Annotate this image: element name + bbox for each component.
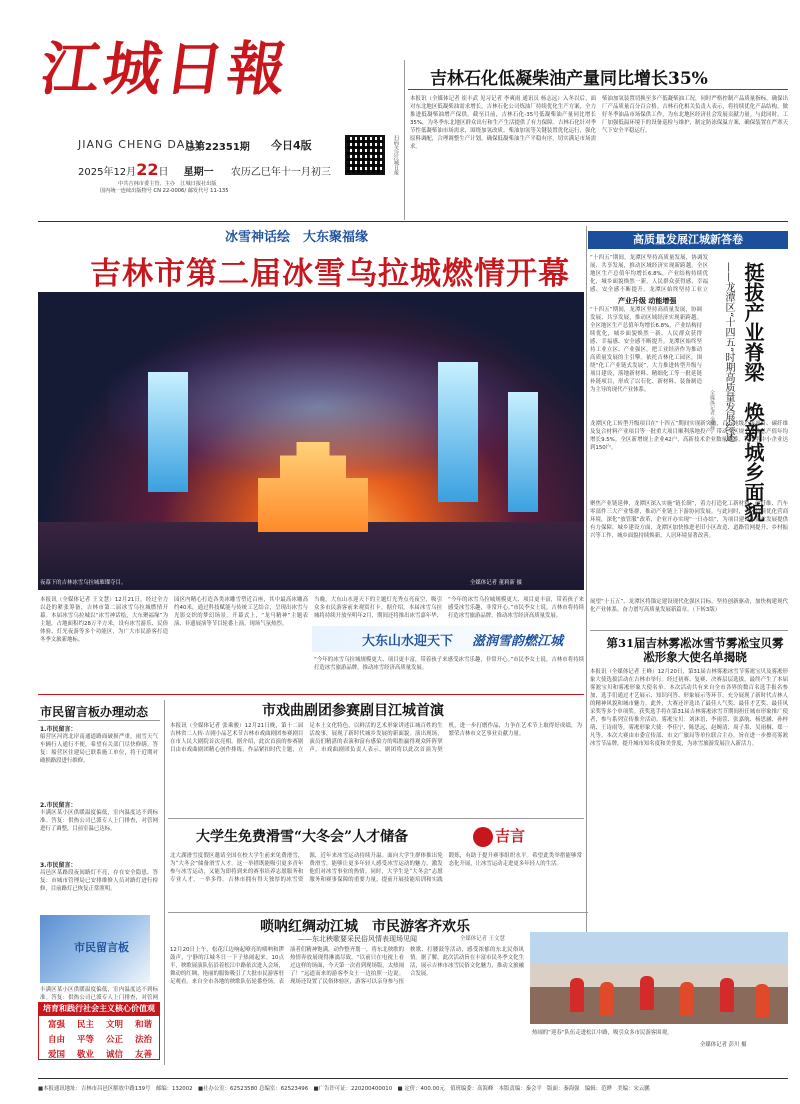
drama-headline[interactable]: 市戏曲剧团参赛剧目江城首演 [262, 703, 444, 719]
banner-headline[interactable]: 吉林市第二届冰雪乌拉城燃情开幕 [90, 256, 570, 292]
feature-text-1: “十四五”期间，龙潭区坚持高质量发展，协调发展、共享发展，推动区域经济实现新跨越。全区地区生产总值年均增长6.8%，产业结构持续优化，城乡面貌焕然一新，人民群众获得感、幸福感、安全感不断提升。龙潭区始终坚持工业立区、产业强区，把工业经济作为推动高质量发展的主引擎。依托吉林化工园区，围绕“化工产业链式发展”，大力推进转型升级与项目建设，落地新材料、精细化工等一批延链补链项目，形成了以石化、新材料、装备制造为主导的现代产业体系。 [590, 307, 702, 393]
opera-photo-caption: 热闹的“迎春”队伍走进松江中路，吸引众多市民游客围观。 [532, 1030, 673, 1036]
feature-text-2: 龙潭区化工转型升级项目在“十四五”期间实现新突破，百万吨级乙烯项目、碳纤维及复合材料产业项目等一批重大项目顺利落地投产，带动全区规上工业总产值年均增长9.5%。全区新增规上企业42户，高新技术企业数量翻番，科技型中小企业达到150户。 [590, 421, 788, 451]
top-story-text-left: 本报讯（全媒体记者 崔丰武 见习记者 李爽雨 通讯员 杨志远）入冬以后，面对东北地区低凝柴油需求增长，吉林石化公司炼油厂持续优化生产方案，全力推进低凝柴油增产保供。截至目前，吉林石化-35号低凝柴油产量同比增长35%，为冬季东北地区群众出行和生产生活提供了有力保障。吉林石化针对季节性低凝柴油市场需求，围绕加氢改质、柴油加氢等关键装置优化运行，强化原料调配，合理调整生产计划，确保低凝柴油生产平稳有序，切实满足市场需求。 [410, 96, 596, 150]
banner-body-col4: “今年的冰雪乌拉城规模更大、项目更丰富，带着孩子来感受冰雪乐趣，非常开心。”市民李女士说。吉林市将持续打造冰雪旅游品牌，推动冰雪经济高质量发展。 [448, 597, 584, 619]
core-values-grid [42, 1018, 158, 1060]
banner-body-col1: 本报讯（全媒体记者 王文慧）12月21日，经过全力以赴的紧张筹备，吉林市第二届冰雪乌拉城燃情开幕。本届冰雪乌拉城以“冰雪神话绘，大东聚福缘”为主题，占地面积约28万平方米，设有冰雪游乐、民俗体验、灯光夜游等多个功能区，为广大市民游客打造冬季文旅新地标。 [40, 597, 168, 643]
jiyan-mark-icon [473, 827, 493, 847]
masthead-dateline [78, 160, 331, 179]
opera-subhead: ——东北秧歌要采民俗风情表现场见闻 [298, 935, 417, 943]
issn-line: 国内统一连续出版物号 CN 22-0006/ 邮发代号 11-135 [100, 188, 229, 194]
opera-credit: 全媒体记者 王文慧 [460, 936, 505, 942]
student-rule [168, 912, 588, 913]
item2-text: 丰满区某小区供暖温度偏低，室内温度达不到标准。答复：供热公司已派专人上门排查，对管网进行了调整，目前室温已达标。 [40, 810, 158, 832]
drama-text: 本报讯（全媒体记者 张乘骏）12月21日晚，第十二届吉林省二人转·吉剧小品艺术节吉林市戏曲剧团参赛剧目在市人民大剧院首次亮相。据介绍，此次首演的参赛剧目由市戏曲剧团精心创作排练，作品紧扣时代主题，立足本土文化特色，以鲜活的艺术形象讲述江城百姓的生活故事，展现了新时代城乡发展的新面貌。演出现场，演员们精湛的表演和富有感染力的唱腔赢得观众阵阵掌声。市戏曲剧团负责人表示，剧团将以此次首演为契机，进一步打磨作品，力争在艺术节上取得好成绩，为繁荣吉林市文艺事业贡献力量。 [170, 723, 582, 753]
snow-story-headline[interactable]: 第31届吉林雾凇冰雪节雾凇宝贝雾凇形象大使名单揭晓 [606, 636, 784, 664]
item3-text: 昌邑区某路段夜间路灯不亮，存在安全隐患。答复：市城市管理局已安排维修人员对路灯进行检修，目前路灯已恢复正常照明。 [40, 870, 158, 892]
banner-kicker: 冰雪神话绘 大东聚福缘 [225, 230, 369, 245]
dancer-figure [755, 984, 769, 1018]
masthead-pinyin: JIANG CHENG DAILY [78, 138, 203, 151]
date-day: 22 [136, 160, 159, 179]
ice-tower-2 [438, 362, 478, 502]
value-word: 文明 [105, 1020, 123, 1030]
top-story-headline[interactable]: 吉林石化低凝柴油产量同比增长35% [430, 69, 708, 89]
item2-title: 2.市民留言： [40, 802, 77, 809]
dancer-figure [570, 978, 584, 1012]
dancer-figure [720, 978, 734, 1012]
value-word: 公正 [105, 1035, 123, 1045]
right-column-divider [586, 226, 587, 986]
masthead-rule [38, 221, 788, 222]
publisher-line: 中共吉林市委主管、主办 江城日报社出版 [118, 181, 217, 187]
feature-subhead: ——龙潭区“十四五”时期高质量发展综述 [723, 262, 734, 443]
value-word: 自由 [47, 1035, 65, 1045]
masthead-divider [404, 60, 405, 220]
banner-body-col3b: “今年的冰雪乌拉城规模更大、项目更丰富，带着孩子来感受冰雪乐趣，非常开心。”市民李女士说。吉林市将持续打造冰雪旅游品牌，推动冰雪经济高质量发展。 [314, 657, 584, 671]
feature-headline[interactable]: 挺拔产业脊梁 焕新城乡面貌 [741, 262, 765, 522]
top-story-text-right: 柴油加氢装置切换至多产低凝柴油工况，同时严格控制产品质量指标，确保出厂产品质量百分百合格。吉林石化相关负责人表示，将持续优化产品结构，做好冬季油品市场保供工作，为东北地区经济社会发展贡献力量。与此同时，工厂加强低温环境下的设备巡检与维护，制定防冻保温方案，确保装置在严寒天气下安全平稳运行。 [602, 96, 788, 134]
student-text: 北大湖滑雪度假区邀请全国在校大学生前来免费滑雪，为“大冬会”储备滑雪人才。这一举措既能吸引更多青年参与冰雪运动，又能为即将到来的赛事培养志愿服务和专业人才，一举多得。吉林市拥有得天独厚的冰雪资源，近年来冰雪运动持续升温。面向大学生群体推出免费滑雪，能够让更多年轻人感受冰雪运动的魅力，激发他们对冰雪事业的热情。同时，大学生是“大冬会”志愿服务和赛事保障的重要力量，提前开展技能培训和实践锻炼，有助于提升赛事组织水平。希望此类举措能够常态化开展，让冰雪运动走进更多年轻人的生活。 [170, 853, 582, 883]
item1-title: 1.市民留言： [40, 726, 77, 733]
opera-headline[interactable]: 唢呐红绸动江城 市民游客齐欢乐 [260, 919, 470, 935]
left-title-rule [38, 720, 160, 721]
feature-credit: 全媒体记者 金佳慧 [709, 390, 715, 432]
masthead-logo: 江城日報 [36, 35, 295, 103]
item1-text: 船营区河湾北岸南通道路面破损严重，雨雪天气车辆行人通行不便，希望有关部门尽快修缮。答复：船营区住建局已联系施工单位，将于近期对破损路段进行维修。 [40, 734, 158, 764]
snow-story-text: 本报讯（全媒体记者 王峰）12月20日，第31届吉林雾凇冰雪节雾凇宝贝及雾凇形象大使选拔活动在吉林市举行。经过初赛、复赛、决赛层层选拔，最终产生了本届雾凇宝贝和雾凇形象大使名单。本次活动共有来自全市各界的数百名选手报名参加，选手们通过才艺展示、知识问答、形象展示等环节，充分展现了新时代吉林人的精神风貌和城市魅力。此外，大赛还评选出了最佳人气奖、最佳才艺奖、最佳风采奖等多个单项奖。获奖选手将在第31届吉林雾凇冰雪节期间担任城市形象推广使者，参与系列宣传推介活动。雾凇宝贝：刘沐语、李雨萱、张嘉航、杨思涵、孙梓萌、王诗雨等。雾凇形象大使：李佳宁、陈思远、赵婉清、周子墨、吴雨桐、郑一凡等。本次大赛由市委宣传部、市文广旅局等单位联合主办，旨在进一步擦亮雾凇冰雪节品牌，提升城市知名度和美誉度，为冰雪旅游发展注入新活力。 [590, 669, 788, 747]
value-word: 平等 [76, 1035, 94, 1045]
yangge-photo[interactable] [530, 932, 788, 1024]
jiyan-text: 吉言 [495, 827, 526, 845]
value-word: 富强 [47, 1020, 65, 1030]
value-word: 爱国 [47, 1050, 65, 1060]
top-story-rule [408, 89, 788, 90]
date-year-month: 2025年12月 [78, 167, 137, 178]
feature-section-title: 产业升级 动能增强 [618, 296, 677, 305]
message-board-label: 市民留言板 [74, 941, 129, 954]
feature-intro: “十四五”期间，龙潭区坚持高质量发展，协调发展、共享发展，推动区域经济实现新跨越。全区地区生产总值年均增长6.8%，产业结构持续优化，城乡面貌焕然一新，人民群众获得感、幸福感、安全感不断提升。龙潭区始终坚持工业立 [590, 255, 708, 293]
feature-banner: 高质量发展江城新答卷 [588, 231, 788, 249]
value-word: 诚信 [105, 1050, 123, 1060]
opera-text: 12月20日上午，松花江边响起嘹亮的唢呐和锣鼓声，宁静的江城冬日一下子热闹起来。10点半，秧歌展演队伍沿着松江中路依次进入会场，舞动的红绸、艳丽的服饰吸引了大批市民游客驻足观看。来自全市各地的秧歌队伍轮番登场，表演者们精神饱满，动作整齐划一，将东北秧歌的热情奔放展现得淋漓尽致。“以前只在电视上看过这样的场面，今天第一次看到现场版，太热闹了！”远道而来的游客李女士一边拍照一边说。现场还设置了民俗体验区，游客可以亲身参与扭秧歌、打腰鼓等活动，感受浓郁的东北民俗风情。据了解，此次活动旨在丰富市民冬季文化生活，展示吉林市冰雪民俗文化魅力，推动文旅融合发展。 [170, 947, 524, 985]
slogan-1: 大东山水迎天下 [362, 634, 454, 649]
lunar-date: 农历乙巳年十一月初三 [230, 167, 331, 178]
opera-photo-credit: 全媒体记者 彭川 摄 [700, 1042, 747, 1048]
value-word: 和谐 [134, 1020, 152, 1030]
core-values-title: 培育和践行社会主义核心价值观 [38, 1002, 160, 1016]
masthead-pages: 今日4版 [271, 139, 312, 152]
ice-tower-3 [508, 392, 538, 512]
photo-caption-right: 全媒体记者 董莉新 摄 [470, 580, 522, 586]
left-column-divider [164, 700, 165, 1065]
message-board-photo[interactable] [40, 915, 150, 983]
banner-bottom-rule [38, 694, 584, 695]
photo-caption-left: 夜幕下的吉林冰雪乌拉城璀璨夺目。 [40, 580, 127, 586]
drama-rule [168, 818, 584, 819]
ice-tower-1 [148, 372, 188, 492]
date-day-suffix: 日 [158, 167, 169, 178]
item3-text-cont: 丰满区某小区供暖温度偏低，室内温度达不到标准。答复：供热公司已派专人上门排查，对管网 [40, 987, 158, 1000]
item3-title: 3.市民留言： [40, 862, 77, 869]
feature-text-3: 聚焦产业链延伸，龙潭区深入实施“链长制”，着力打造化工新材料、碳纤维、汽车零部件三大产业集群，推动产业链上下游协同发展。与此同时，全区持续优化营商环境，深化“放管服”改革，企业开办实现“一日办结”，为项目建设和企业发展提供有力保障。城乡建设方面，龙潭区加快推进老旧小区改造、道路管网提升、乡村振兴等工作，城乡面貌持续焕新，人居环境显著改善。 [590, 501, 788, 539]
student-headline[interactable]: 大学生免费滑雪“大冬会”人才储备 [196, 829, 409, 845]
feature-bottom-rule [590, 630, 788, 631]
value-word: 民主 [76, 1020, 94, 1030]
slogan-art [312, 626, 584, 652]
dancer-figure [640, 976, 654, 1010]
value-word: 法治 [134, 1035, 152, 1045]
banner-body-col3: 当晚，大东山水迎天下的主题灯光秀点亮夜空，吸引众多市民游客前来观赏打卡。据介绍，本届冰雪乌拉城将持续开放至明年2月，期间还将推出冰雪嘉年华、 [314, 597, 442, 619]
footer-text: ■本报通讯地址：吉林市昌邑区解放中路139号 邮编：132002 ■社办公室：62523580 总编室：62523496 ■广告许可证：220200400010 ■ 定价：400.00元 值班编委：高海峰 本版责编：秦会平 版面：秦海强 编辑：范晔 美编：宋云鹏 [38, 1086, 650, 1092]
ice-city-photo[interactable] [38, 292, 584, 590]
jiyan-logo [473, 825, 525, 851]
qr-label: 扫码关注江城日报 [393, 135, 399, 175]
masthead-serial: 总第22351期 [185, 142, 250, 153]
banner-body-col2: 园区内精心打造各类冰雕雪塑近百座，其中最高冰雕高约40米，通过科技赋能与传统工艺结合，呈现出冰雪与光影交织的梦幻场景。开幕式上，“龙马精神”主题表演、非遗展演等节目轮番上演，现场气氛热烈。 [174, 597, 308, 627]
slogan-2: 滋润雪韵燃江城 [472, 634, 564, 649]
value-word: 敬业 [76, 1050, 94, 1060]
dancer-figure [680, 982, 694, 1016]
value-word: 友善 [134, 1050, 152, 1060]
dancer-figure [600, 982, 614, 1016]
left-column-title[interactable]: 市民留言板办理动态 [40, 705, 149, 719]
footer-rule [38, 1078, 788, 1079]
feature-text-4: 展望“十五五”，龙潭区将锚定建设现代化强区目标，坚持创新驱动，加快构建现代化产业体系，奋力谱写高质量发展新篇章。（下转3版） [590, 599, 788, 613]
qr-code[interactable] [345, 135, 385, 175]
weekday: 星期一 [183, 167, 214, 178]
